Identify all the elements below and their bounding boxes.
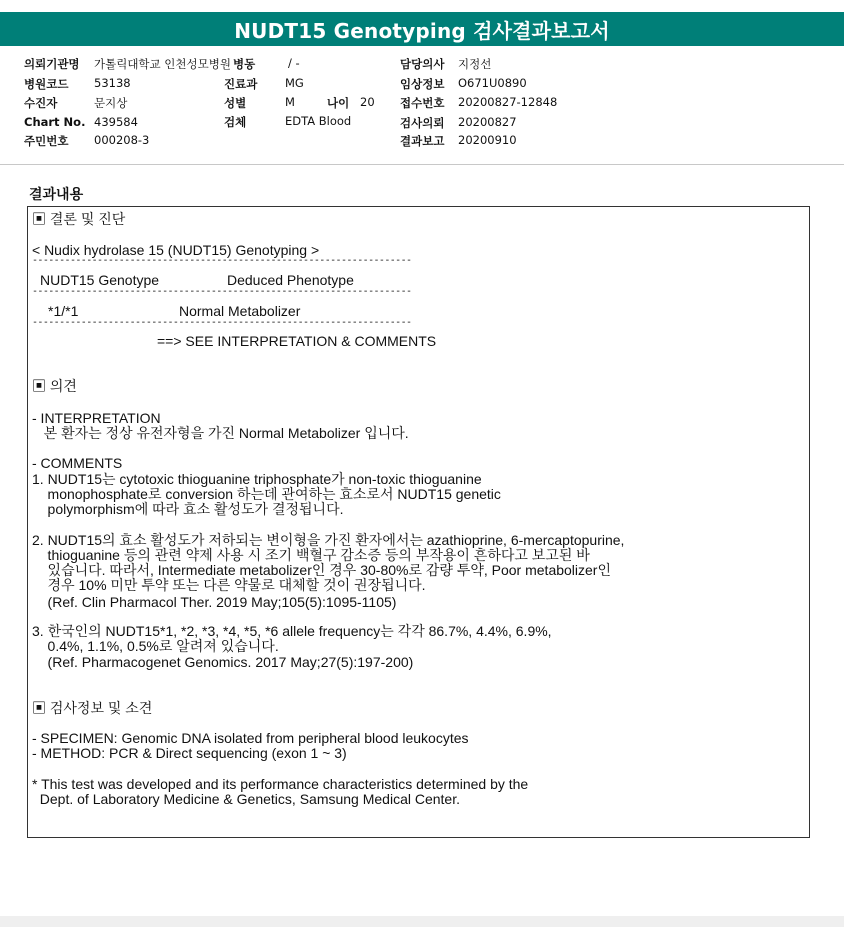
comments-title: - COMMENTS: [32, 455, 123, 471]
chart-no-value: 439584: [94, 115, 138, 129]
comment-2-ref: (Ref. Clin Pharmacol Ther. 2019 May;105(5):1095-1105): [32, 594, 397, 610]
report-date-label: 결과보고: [400, 134, 445, 148]
top-margin: [0, 0, 844, 12]
result-heading: 결과내용: [29, 187, 84, 203]
col-genotype: NUDT15 Genotype: [40, 272, 160, 288]
divider-2: ----------------------------------------------------------------------: [32, 286, 412, 297]
request-date-value: 20200827: [458, 115, 517, 129]
comment-2-line-2: thioguanine 등의 관련 약제 사용 시 조기 백혈구 감소증 등의 부작용이 흔하다고 보고된 바: [32, 547, 590, 563]
assay-title: < Nudix hydrolase 15 (NUDT15) Genotyping >: [32, 242, 320, 258]
header-divider: [0, 164, 844, 165]
comment-1-line-1: 1. NUDT15는 cytotoxic thioguanine triphosphate가 non-toxic thioguanine: [32, 471, 482, 487]
bottom-band: [0, 916, 844, 927]
divider-3: ----------------------------------------------------------------------: [32, 317, 412, 328]
note-line-2: Dept. of Laboratory Medicine & Genetics, Samsung Medical Center.: [32, 791, 460, 807]
hospital-code-label: 병원코드: [24, 77, 69, 91]
interpretation-text: 본 환자는 정상 유전자형을 가진 Normal Metabolizer 입니다.: [32, 425, 409, 441]
hospital-code-value: 53138: [94, 76, 131, 90]
note-line-1: * This test was developed and its performance characteristics determined by the: [32, 776, 529, 792]
genotype-value: *1/*1: [48, 303, 79, 319]
interpretation-title: - INTERPRETATION: [32, 410, 161, 426]
comment-1-line-3: polymorphism에 따라 효소 활성도가 결정됩니다.: [32, 501, 344, 517]
age-label: 나이: [327, 96, 350, 110]
department-value: MG: [285, 76, 304, 90]
comment-1-line-2: monophosphate로 conversion 하는데 관여하는 효소로서 NUDT15 genetic: [32, 486, 501, 502]
clinical-info-label: 임상정보: [400, 77, 445, 91]
comment-3-line-1: 3. 한국인의 NUDT15*1, *2, *3, *4, *5, *6 allele frequency는 각각 86.7%, 4.4%, 6.9%,: [32, 623, 552, 639]
resident-no-value: 000208-3: [94, 133, 150, 147]
result-box: [27, 206, 810, 838]
report-header: [0, 12, 844, 46]
method-line: - METHOD: PCR & Direct sequencing (exon 1 ~ 3): [32, 745, 347, 761]
section-conclusion: ▣ 결론 및 진단: [32, 211, 126, 227]
department-label: 진료과: [224, 77, 258, 91]
col-phenotype: Deduced Phenotype: [227, 272, 354, 288]
comment-3-line-2: 0.4%, 1.1%, 0.5%로 알려져 있습니다.: [32, 638, 279, 654]
report-date-value: 20200910: [458, 133, 517, 147]
section-test-info: ▣ 검사정보 및 소견: [32, 700, 153, 716]
specimen-value: EDTA Blood: [285, 114, 352, 128]
specimen-label: 검체: [224, 115, 247, 129]
comment-2-line-1: 2. NUDT15의 효소 활성도가 저하되는 변이형을 가진 환자에서는 azathioprine, 6-mercaptopurine,: [32, 532, 625, 548]
patient-value: 문지상: [94, 96, 128, 110]
phenotype-value: Normal Metabolizer: [179, 303, 301, 319]
institution-value: 가톨릭대학교 인천성모병원: [94, 57, 231, 71]
sex-value: M: [285, 95, 295, 109]
specimen-line: - SPECIMEN: Genomic DNA isolated from peripheral blood leukocytes: [32, 730, 469, 746]
report-title: NUDT15 Genotyping 검사결과보고서: [234, 18, 610, 43]
resident-no-label: 주민번호: [24, 134, 69, 148]
comment-2-line-3: 있습니다. 따라서, Intermediate metabolizer인 경우 30-80%로 감량 투약, Poor metabolizer인: [32, 562, 611, 578]
see-interpretation: ==> SEE INTERPRETATION & COMMENTS: [157, 333, 437, 349]
divider-1: ----------------------------------------------------------------------: [32, 255, 412, 266]
request-date-label: 검사의뢰: [400, 116, 445, 130]
comment-3-ref: (Ref. Pharmacogenet Genomics. 2017 May;27(5):197-200): [32, 654, 414, 670]
ward-value: / -: [288, 56, 300, 70]
age-value: 20: [360, 95, 375, 109]
sex-label: 성별: [224, 96, 247, 110]
institution-label: 의뢰기관명: [24, 57, 80, 71]
comment-2-line-4: 경우 10% 미만 투약 또는 다른 약물로 대체할 것이 권장됩니다.: [32, 577, 426, 593]
patient-info: [0, 52, 844, 164]
doctor-value: 지정선: [458, 57, 492, 71]
patient-label: 수진자: [24, 96, 58, 110]
accession-value: 20200827-12848: [458, 95, 558, 109]
ward-label: 병동: [233, 57, 256, 71]
clinical-info-value: O671U0890: [458, 76, 527, 90]
section-opinion: ▣ 의견: [32, 378, 77, 394]
chart-no-label: Chart No.: [24, 115, 86, 129]
doctor-label: 담당의사: [400, 57, 445, 71]
accession-label: 접수번호: [400, 96, 445, 110]
